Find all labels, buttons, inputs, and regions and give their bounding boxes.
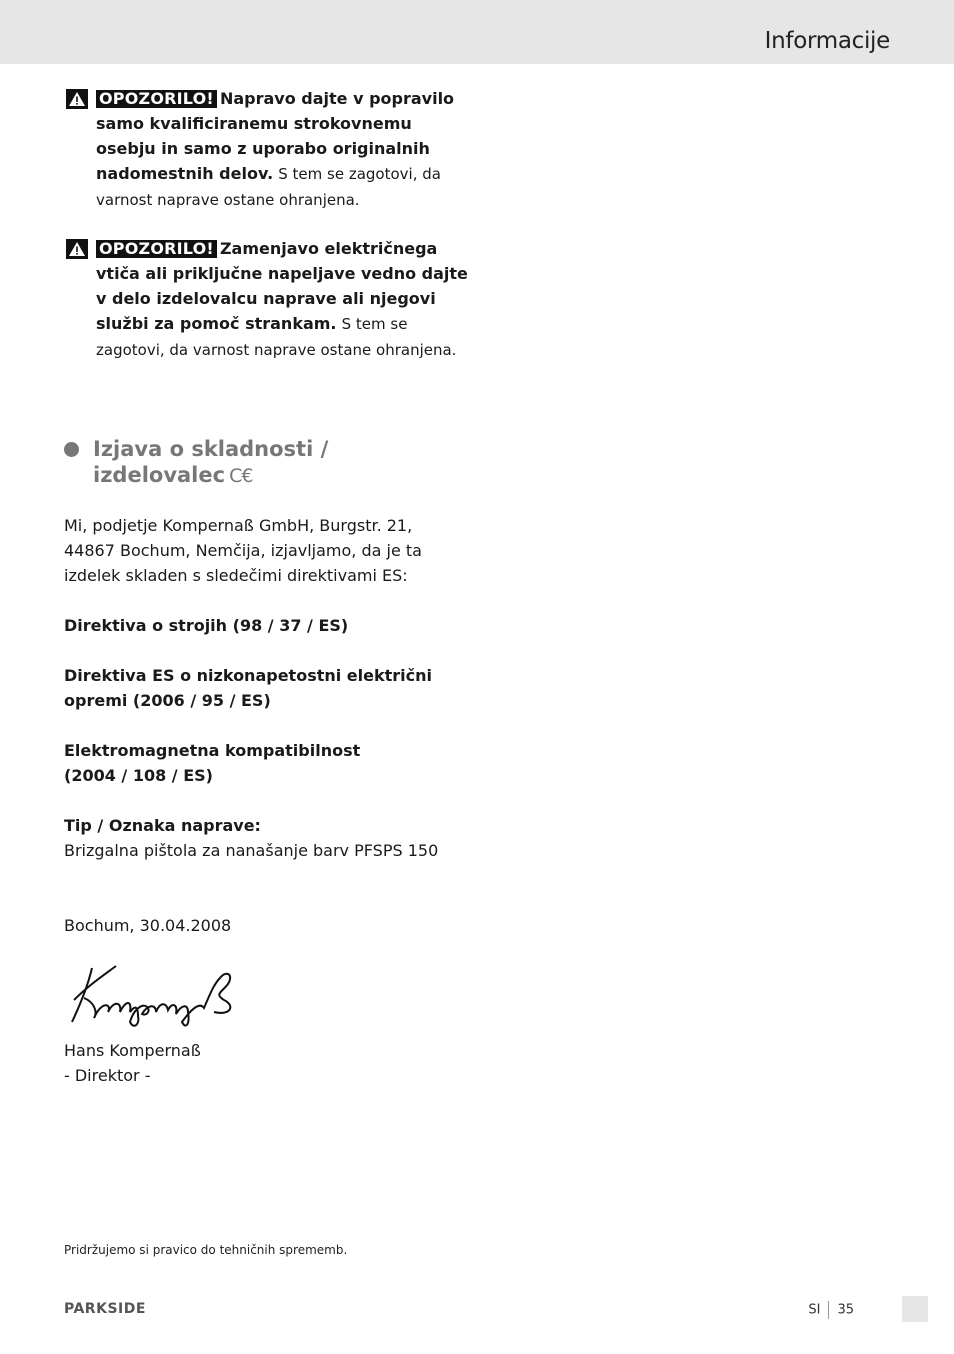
page-tab: [902, 1296, 928, 1322]
intro-line: izdelek skladen s sledečimi direktivami ES:: [64, 566, 408, 585]
signer-title: - Direktor -: [64, 1066, 151, 1085]
page-title: Informacije: [764, 28, 890, 54]
signature-image: [64, 960, 244, 1030]
type-label: Tip / Oznaka naprave:: [64, 816, 261, 835]
warning-normal-text: S tem se zagotovi, da varnost naprave ostane ohranjena.: [96, 315, 457, 359]
language-code: SI: [808, 1302, 821, 1318]
signer-name: Hans Kompernaß: [64, 1041, 201, 1060]
directive-low-voltage-ref: opremi (2006 / 95 / ES): [64, 691, 271, 710]
warning-block-1: [64, 86, 474, 213]
directive-machinery: Direktiva o strojih (98 / 37 / ES): [64, 616, 349, 635]
type-value: Brizgalna pištola za nanašanje barv PFSPS 150: [64, 841, 439, 860]
page-meta: [808, 1301, 854, 1319]
divider: [828, 1301, 829, 1319]
ce-mark-icon: C€: [229, 465, 253, 487]
warning-normal-text: S tem se zagotovi, da varnost naprave ostane ohranjena.: [96, 165, 441, 209]
declaration-heading: [64, 436, 464, 489]
footnote: Pridržujemo si pravico do tehničnih sprememb.: [64, 1243, 348, 1257]
warning-triangle-icon: [66, 89, 88, 109]
warning-bold-text: Zamenjavo električnega vtiča ali priključne napeljave vedno dajte v delo izdelovalcu naprave ali njegovi službi za pomoč strankam.: [96, 239, 468, 333]
warning-block-2: [64, 236, 474, 363]
bullet-icon: [64, 442, 79, 457]
warning-bold-text: Napravo dajte v popravilo samo kvalificiranemu strokovnemu osebju in samo z uporabo originalnih nadomestnih delov.: [96, 89, 455, 183]
brand-logo: PARKSIDE: [64, 1301, 146, 1317]
warning-triangle-icon: [66, 239, 88, 259]
place-date: Bochum, 30.04.2008: [64, 916, 232, 935]
heading-line-1: Izjava o skladnosti /: [93, 437, 329, 461]
warning-label: OPOZORILO!: [96, 240, 217, 258]
intro-line: 44867 Bochum, Nemčija, izjavljamo, da je ta: [64, 541, 422, 560]
directive-emc: Elektromagnetna kompatibilnost: [64, 741, 361, 760]
declaration-intro: [64, 513, 484, 588]
directive-low-voltage: Direktiva ES o nizkonapetostni električni: [64, 666, 433, 685]
heading-line-2: izdelovalec: [93, 463, 226, 487]
warning-label: OPOZORILO!: [96, 90, 217, 108]
directive-emc-ref: (2004 / 108 / ES): [64, 766, 213, 785]
page-number: 35: [837, 1302, 854, 1318]
intro-line: Mi, podjetje Kompernaß GmbH, Burgstr. 21,: [64, 516, 413, 535]
